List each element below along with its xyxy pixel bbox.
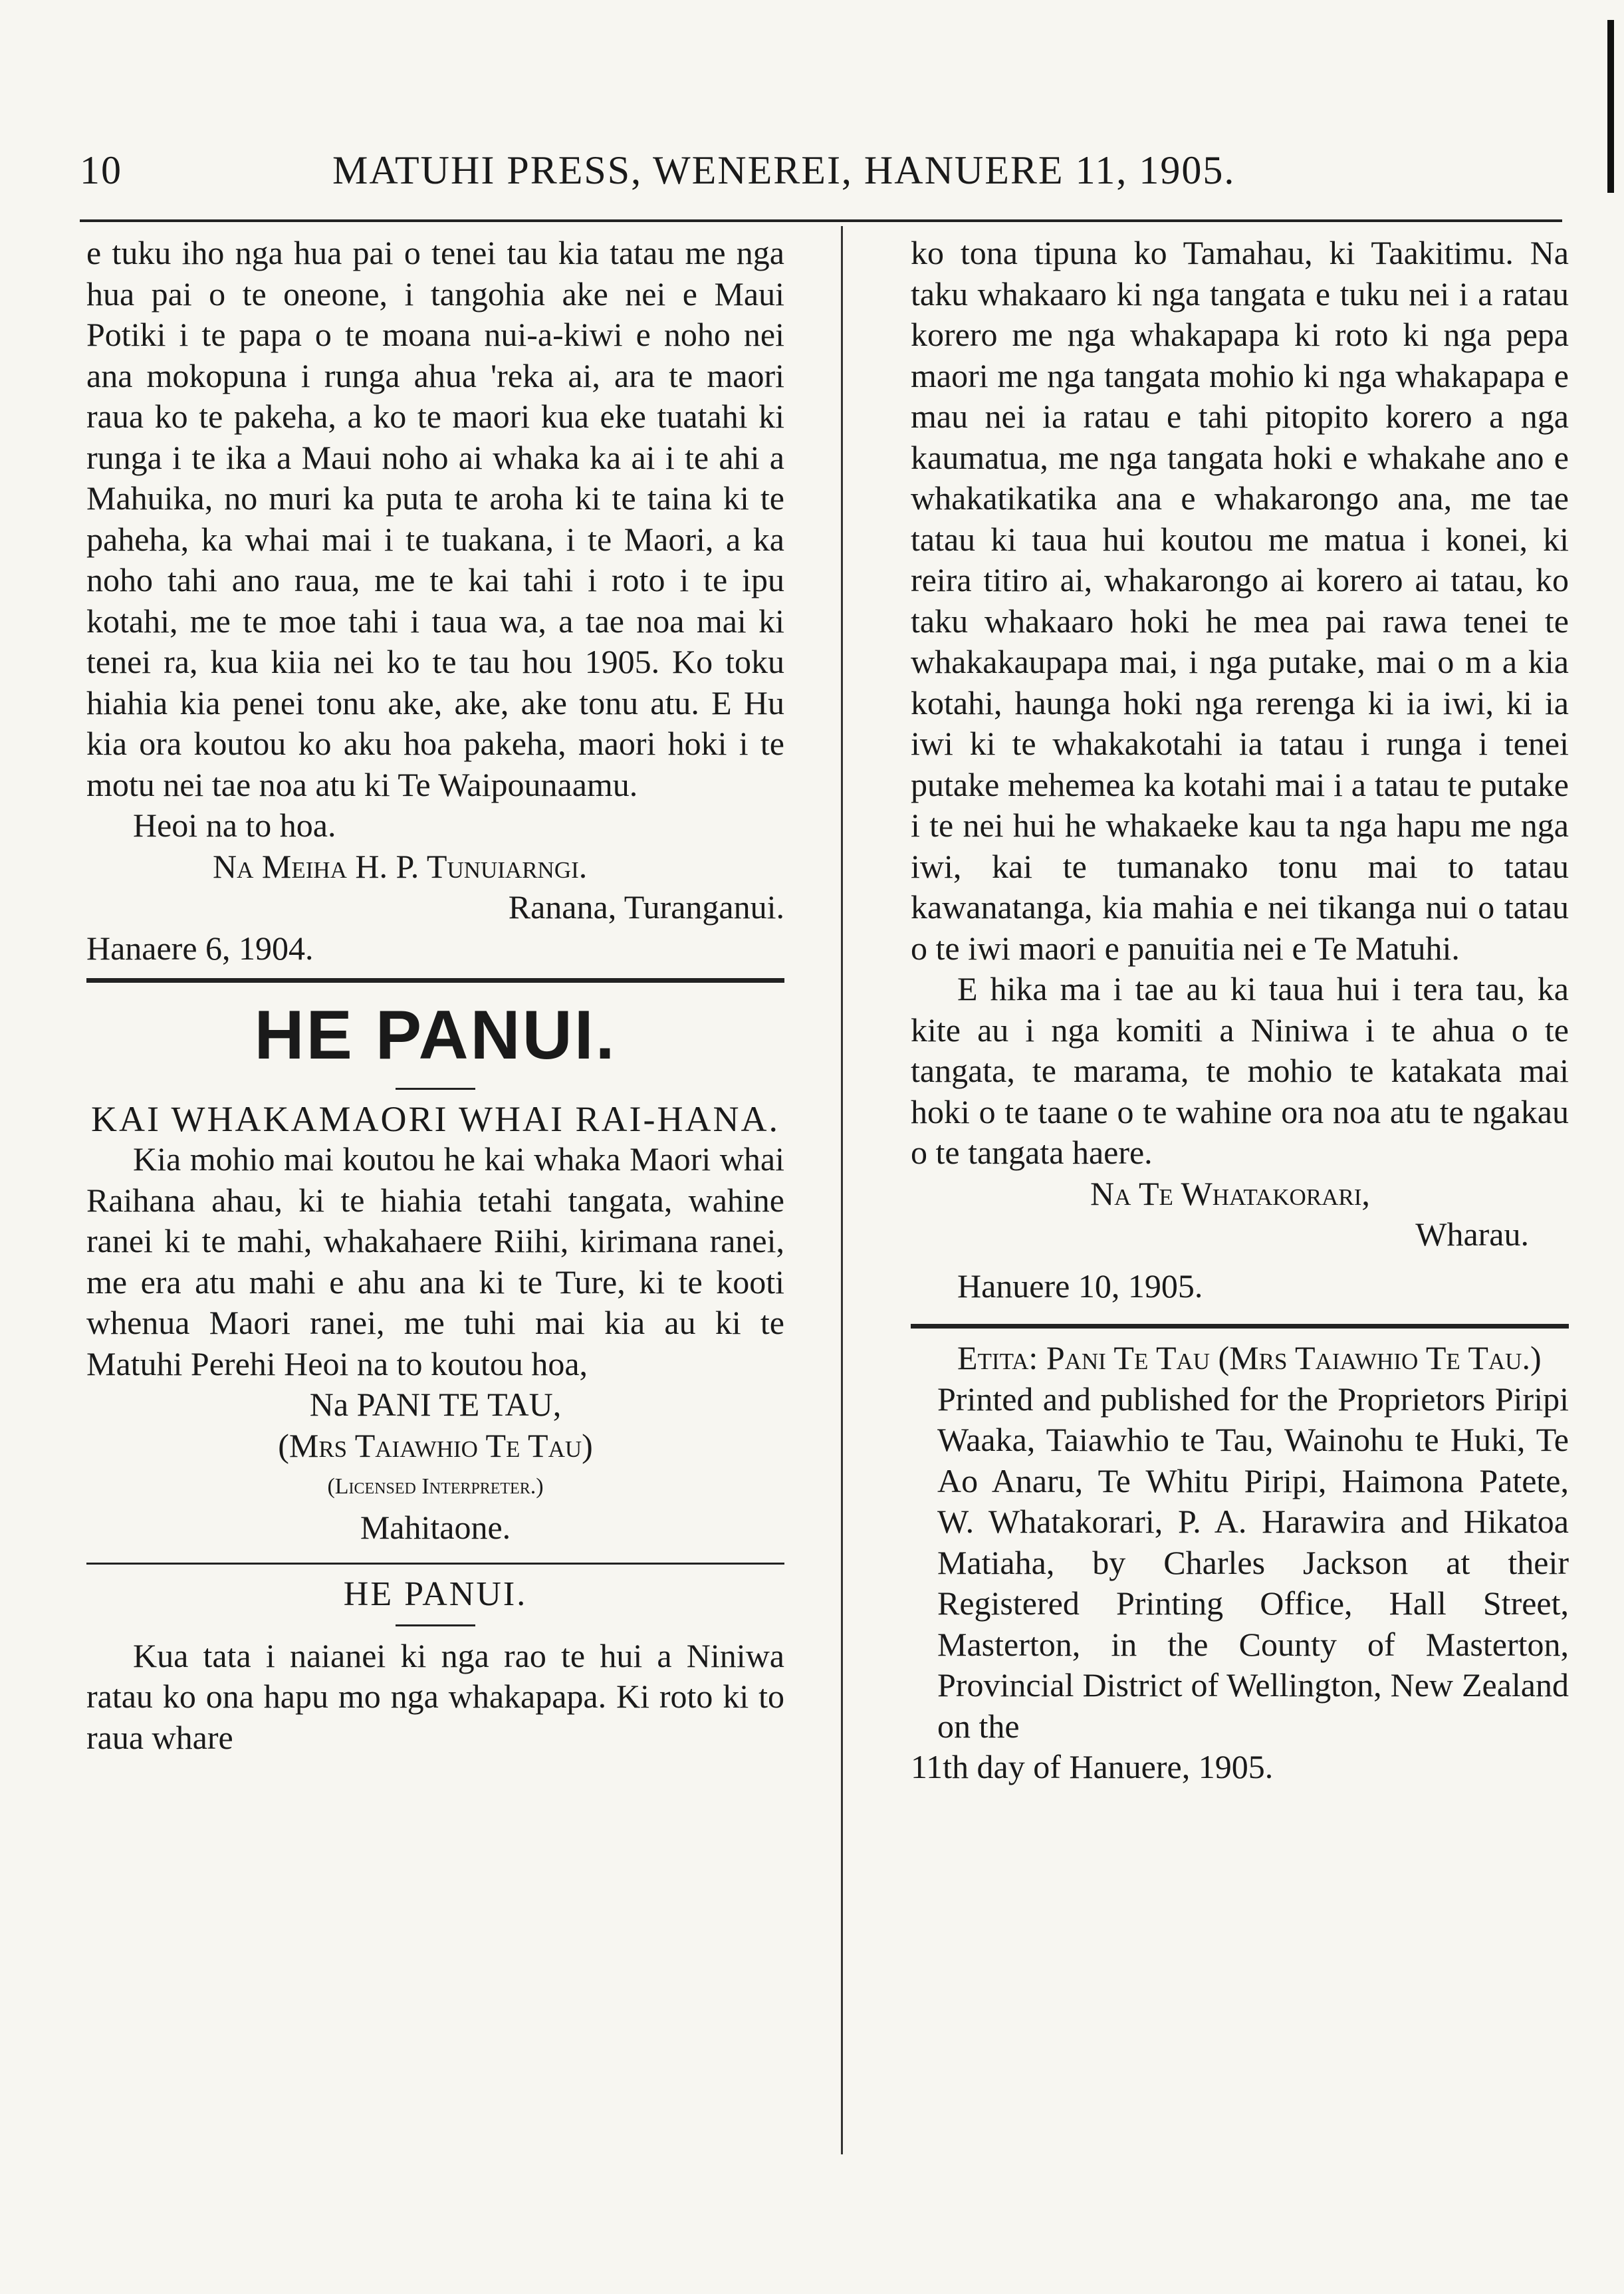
short-rule (396, 1624, 475, 1626)
right-column (911, 233, 1569, 1788)
imprint-date: 11th day of Hanuere, 1905. (911, 1748, 1274, 1785)
scan-edge-mark (1607, 20, 1614, 193)
letter-closing: Heoi na to hoa. (133, 807, 336, 844)
imprint-body: Printed and published for the Proprietors Piripi Waaka, Taiawhio te Tau, Wainohu te Huki, Te Ao Anaru, Te Whitu Piripi, Haimona Patete, W. Whatakorari, P. A. Harawira and Hikatoa Matiaha, by Charles Jackson at their Registered Printing Office, Hall Street, Masterton, in the County of Masterton, Provincial District of Wellington, New Zealand on the (937, 1380, 1569, 1745)
section-rule (86, 1563, 784, 1565)
notice-title: HE PANUI. (254, 997, 617, 1074)
letter-place: Ranana, Turanganui. (508, 888, 784, 926)
notice-signature-name: Na PANI TE TAU, (309, 1386, 562, 1423)
imprint-editor: Etita: Pani Te Tau (Mrs Taiawhio Te Tau.) (957, 1339, 1542, 1376)
notice-body: Kia mohio mai koutou he kai whaka Maori whai Raihana ahau, ki te hiahia tetahi tangata, wahine ranei ki te mahi, whakahaere Riihi, kirimana ranei, me era atu mahi e ahu ana ki te Ture, ki te kooti whenua Maori ranei, me tuhi mai kia au ki te Matuhi Perehi Heoi na to koutou hoa, (86, 1140, 784, 1382)
section-rule (911, 1324, 1569, 1329)
masthead: MATUHI PRESS, WENEREI, HANUERE 11, 1905. (332, 148, 1236, 192)
letter-date: Hanaere 6, 1904. (86, 929, 314, 967)
notice2-body: Kua tata i naianei ki nga rao te hui a Niniwa ratau ko ona hapu mo nga whakapapa. Ki roto ki to raua whare (86, 1636, 784, 1756)
short-rule (396, 1088, 475, 1090)
header-rule (80, 219, 1562, 222)
letter-signature: Na Meiha H. P. Tunuiarngi. (213, 847, 588, 885)
notice2-title: HE PANUI. (343, 1575, 528, 1613)
article-signature: Na Te Whatakorari, (1090, 1174, 1370, 1212)
article-paragraph-1: ko tona tipuna ko Tamahau, ki Taakitimu. Na taku whakaaro ki nga tangata e tuku nei i a ratau korero me nga whakapapa ki roto ki nga pepa maori me nga tangata mohio ki nga whakapapa e mau nei ia ratau e tahi pitopito korero a nga kaumatua, me nga tangata hoki e whakahe ano e whakatikatika ana e whakarongo ana, me tae tatau ki taua hui koutou me matua i konei, ki reira titiro ai, whakarongo ai korero ai tatau, ko taku whakaaro hoki he mea pai rawa tenei te whakakaupapa mai, i nga putake, mai o m a kia kotahi, haunga hoki nga rerenga ki ia iwi, ki ia iwi ki te whakakotahi ia tatau i runga i tenei putake mehemea ka kotahi mai i a tatau te putake i te nei hui he whakaeke kau ta nga hapu me nga iwi, kai te tumanako tonu mai to tatau kawanatanga, kia mahia e nei tikanga nui o tatau o te iwi maori e panuitia nei e Te Matuhi. (911, 234, 1569, 967)
article-date: Hanuere 10, 1905. (957, 1267, 1203, 1305)
article-paragraph-2: E hika ma i tae au ki taua hui i tera tau, ka kite au i nga komiti a Niniwa i te ahua o te tangata, te marama, te mohio te katakata mai hoki o te taane o te wahine ora noa atu te ngakau o te tangata haere. (911, 970, 1569, 1171)
letter-paragraph: e tuku iho nga hua pai o tenei tau kia tatau me nga hua pai o te oneone, i tangohia ake nei e Maui Potiki i te papa o te moana nui-a-kiwi e noho nei ana mokopuna i runga ahua 'reka ai, ara te maori raua ko te pakeha, a ko te maori kua eke tuatahi ki runga i te ika a Maui noho ai whaka ka ai i te ahi a Mahuika, no muri ka puta te aroha ki te taina ki te paheha, ka whai mai i te tuakana, i te Maori, a ka noho tahi ano raua, me te kai tahi i roto i te ipu kotahi, me te moe tahi i taua wa, a tae noa mai ki tenei ra, kua kiia nei ko te tau hou 1905. Ko toku hiahia kia penei tonu ake, ake, ake tonu atu. E Hu kia ora koutou ko aku hoa pakeha, maori hoki i te motu nei tae noa atu ki Te Waipounaamu. (86, 234, 784, 803)
article-place: Wharau. (1415, 1215, 1529, 1253)
page-number: 10 (80, 148, 122, 192)
left-column (86, 233, 784, 1758)
notice-subtitle: KAI WHAKAMAORI WHAI RAI-HANA. (91, 1099, 780, 1139)
notice-signature-title: (Licensed Interpreter.) (327, 1474, 544, 1499)
page-header (80, 148, 1423, 207)
notice-signature-alias: (Mrs Taiawhio Te Tau) (278, 1426, 593, 1464)
section-rule (86, 978, 784, 983)
imprint (911, 1338, 1569, 1788)
notice-signature-place: Mahitaone. (360, 1508, 511, 1546)
column-divider (841, 226, 843, 2154)
